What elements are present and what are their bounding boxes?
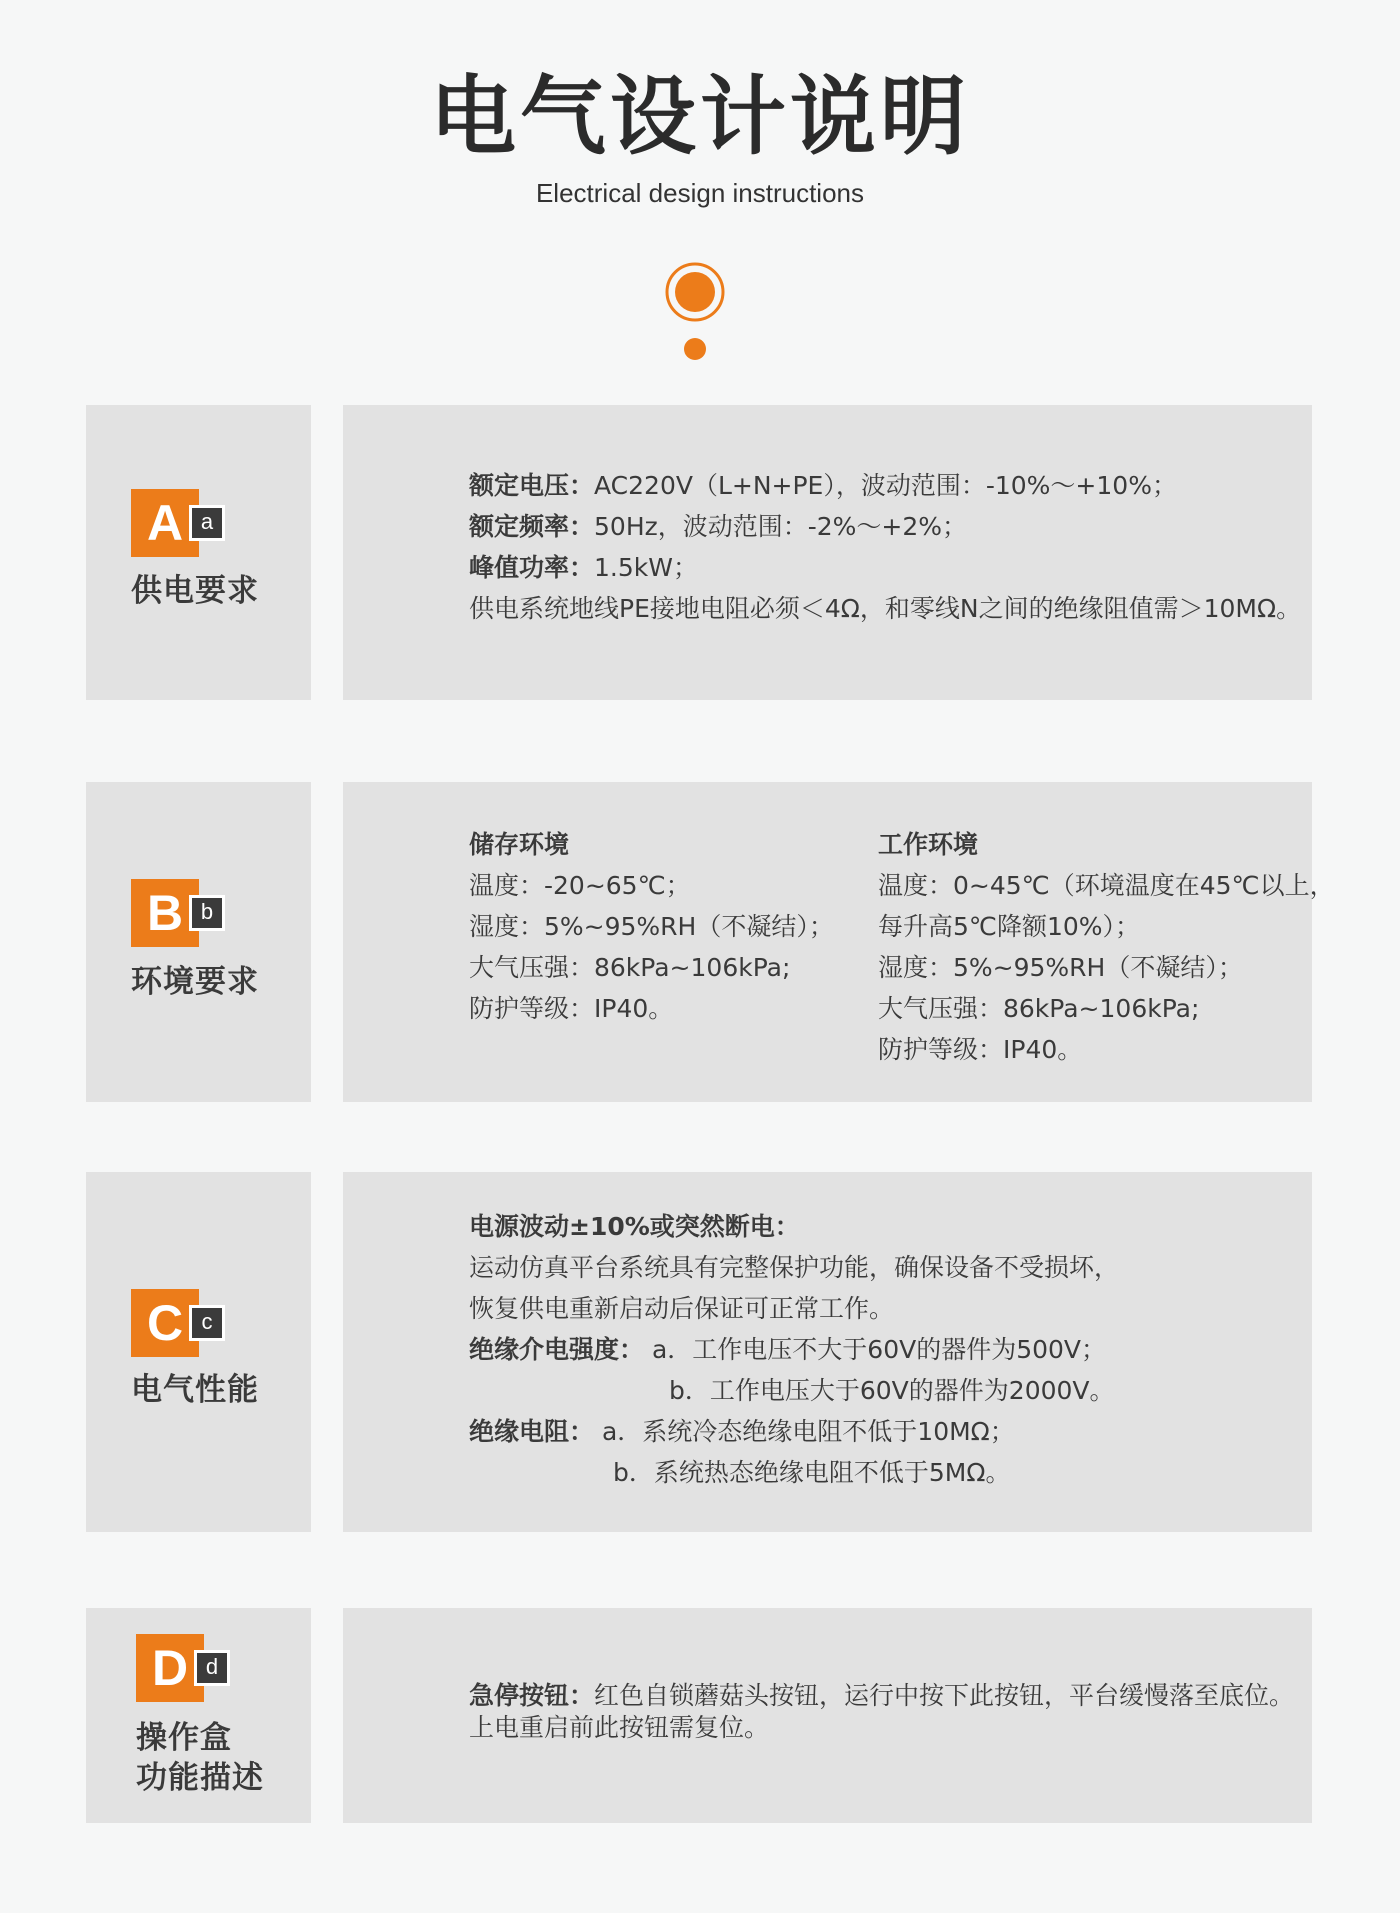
section-c-letter: C — [131, 1289, 199, 1357]
section-b-label-box — [86, 782, 311, 1102]
section-power-supply — [86, 405, 1312, 700]
section-c-label: 电气性能 — [131, 1372, 259, 1408]
insulation-line: 绝缘电阻： a．系统冷态绝缘电阻不低于10MΩ； — [469, 1417, 1015, 1446]
working-environment: 工作环境 温度：0~45℃（环境温度在45℃以上， 每升高5℃降额10%）； 湿度：5%~95%RH（不凝结）； 大气压强：86kPa~106kPa; 防护等级：IP40。 — [878, 824, 1335, 1070]
section-a-label-box — [86, 405, 311, 700]
section-b-letter: B — [131, 879, 199, 947]
page-subtitle: Electrical design instructions — [535, 178, 865, 208]
decorative-dot-icon — [664, 262, 736, 362]
section-a-text — [469, 465, 1301, 629]
storage-environment: 储存环境 温度：-20~65℃； 湿度：5%~95%RH（不凝结）； 大气压强：86kPa~106kPa; 防护等级：IP40。 — [469, 824, 834, 1029]
section-b-content — [343, 782, 1335, 1102]
section-c-text: 电源波动±10%或突然断电： 运动仿真平台系统具有完整保护功能，确保设备不受损坏， 恢复供电重新启动后保证可正常工作。 绝缘介电强度： a．工作电压不大于60V的器件为500V； b．工作电压大于60V的器件为2000V。 绝缘电阻： a．系统冷态绝缘电阻不低于10MΩ； b．系统热态绝缘电阻不低于5MΩ。 — [469, 1206, 1119, 1493]
emergency-stop-line: 急停按钮：红色自锁蘑菇头按钮，运行中按下此按钮，平台缓慢落至底位。 — [469, 1681, 1295, 1710]
section-a-letter: A — [131, 489, 199, 557]
section-environment — [86, 782, 1335, 1102]
section-c-letter-small: c — [189, 1305, 225, 1341]
section-d-text: 急停按钮：红色自锁蘑菇头按钮，运行中按下此按钮，平台缓慢落至底位。 上电重启前此按钮需复位。 — [469, 1681, 1295, 1742]
peak-power-line: 峰值功率：1.5kW； — [469, 553, 698, 582]
section-d-letter-small: d — [194, 1650, 230, 1686]
dielectric-line: 绝缘介电强度： a．工作电压不大于60V的器件为500V； — [469, 1335, 1107, 1364]
working-heading: 工作环境 — [878, 830, 979, 859]
section-a-label: 供电要求 — [131, 573, 259, 609]
section-b-label: 环境要求 — [131, 964, 259, 1000]
section-electrical-performance — [86, 1172, 1312, 1532]
grounding-line: 供电系统地线PE接地电阻必须＜4Ω，和零线N之间的绝缘阻值需＞10MΩ。 — [469, 594, 1302, 623]
section-a-letter-small: a — [189, 505, 225, 541]
section-a-content — [343, 405, 1312, 700]
storage-heading: 储存环境 — [469, 830, 570, 859]
section-d-content — [343, 1608, 1312, 1823]
rated-frequency-line: 额定频率：50Hz，波动范围：-2%～+2%； — [469, 512, 968, 541]
section-d-letter: D — [136, 1634, 204, 1702]
section-c-label-box — [86, 1172, 311, 1532]
rated-voltage-line: 额定电压：AC220V（L+N+PE），波动范围：-10%～+10%； — [469, 471, 1177, 500]
section-d-label-box — [86, 1608, 311, 1823]
fluctuation-heading: 电源波动±10%或突然断电： — [469, 1212, 800, 1241]
section-c-content — [343, 1172, 1312, 1532]
section-control-box — [86, 1608, 1312, 1823]
section-d-label: 操作盒 功能描述 — [136, 1720, 264, 1796]
section-b-letter-small: b — [189, 895, 225, 931]
page-title: 电气设计说明 — [430, 67, 970, 167]
